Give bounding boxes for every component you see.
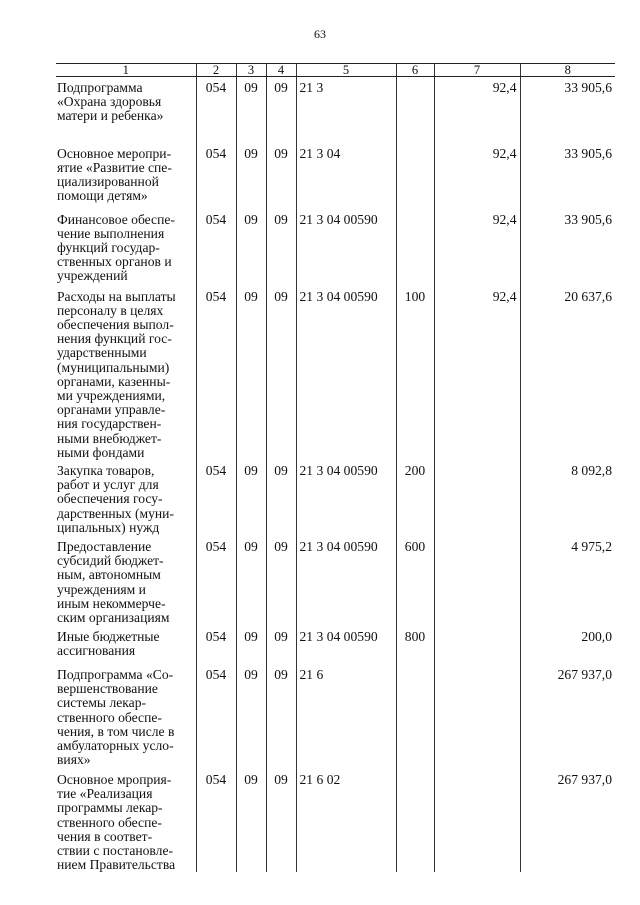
column-header: 5 <box>296 64 396 77</box>
expense-type-cell <box>396 77 434 143</box>
column-header: 4 <box>266 64 296 77</box>
subsection-code-cell: 09 <box>266 286 296 460</box>
ministry-code-cell: 054 <box>196 626 236 664</box>
column-header: 6 <box>396 64 434 77</box>
row-name-line: обеспечения госу- <box>57 491 163 507</box>
row-name-line: Финансовое обеспе- <box>57 211 175 227</box>
ministry-code-cell: 054 <box>196 664 236 769</box>
section-code-cell: 09 <box>236 664 266 769</box>
target-article-cell: 21 3 <box>296 77 396 143</box>
row-name-cell <box>56 664 196 769</box>
section-code-cell: 09 <box>236 77 266 143</box>
row-name-line: Основное меропри- <box>57 145 172 161</box>
subsection-code-cell: 09 <box>266 460 296 536</box>
row-name-line: виях» <box>57 752 91 768</box>
row-name-line: ассигнования <box>57 643 136 659</box>
row-name-line: ния государствен- <box>57 416 162 432</box>
table-body <box>56 77 615 873</box>
row-name-line: Предоставление <box>57 538 152 554</box>
row-name-line: чения, в том числе в <box>57 723 175 739</box>
table-row <box>56 626 615 664</box>
row-name-line: ственного обеспе- <box>57 709 162 725</box>
row-name-line: функций государ- <box>57 239 160 255</box>
row-name-line: циализированной <box>57 173 159 189</box>
row-name-line: ными внебюджет- <box>57 430 162 446</box>
target-article-cell: 21 3 04 00590 <box>296 626 396 664</box>
subsection-code-cell: 09 <box>266 664 296 769</box>
row-name-line: обеспечения выпол- <box>57 316 174 332</box>
row-name-line: ским организациям <box>57 609 170 625</box>
target-article-cell: 21 3 04 00590 <box>296 536 396 626</box>
target-article-cell: 21 3 04 <box>296 143 396 209</box>
total-amount-cell: 33 905,6 <box>520 209 615 286</box>
row-name-line: персоналу в целях <box>57 302 164 318</box>
row-name-line: ственных органов и <box>57 254 172 270</box>
federal-funds-cell <box>434 626 520 664</box>
row-name-line: (муниципальными) <box>57 359 170 375</box>
section-code-cell: 09 <box>236 626 266 664</box>
subsection-code-cell: 09 <box>266 536 296 626</box>
federal-funds-cell: 92,4 <box>434 286 520 460</box>
section-code-cell: 09 <box>236 209 266 286</box>
table-row <box>56 209 615 286</box>
row-name-line: учреждений <box>57 268 128 284</box>
row-name-line: органами, казенны- <box>57 373 171 389</box>
row-name-line: иным некоммерче- <box>57 595 166 611</box>
row-name-line: системы лекар- <box>57 695 147 711</box>
row-name-line: ственного обеспе- <box>57 814 162 830</box>
row-name-line: субсидий бюджет- <box>57 553 164 569</box>
row-name-cell <box>56 143 196 209</box>
subsection-code-cell: 09 <box>266 769 296 872</box>
row-name-line: Закупка товаров, <box>57 462 155 478</box>
table-row <box>56 77 615 143</box>
ministry-code-cell: 054 <box>196 460 236 536</box>
section-code-cell: 09 <box>236 536 266 626</box>
row-name-cell <box>56 286 196 460</box>
column-header: 2 <box>196 64 236 77</box>
ministry-code-cell: 054 <box>196 536 236 626</box>
subsection-code-cell: 09 <box>266 209 296 286</box>
row-name-line: ным, автономным <box>57 567 161 583</box>
row-name-line: «Охрана здоровья <box>57 94 162 110</box>
row-name-line: Основное мроприя- <box>57 771 172 787</box>
federal-funds-cell <box>434 536 520 626</box>
header-row <box>56 64 615 77</box>
subsection-code-cell: 09 <box>266 143 296 209</box>
row-name-line: Расходы на выплаты <box>57 288 176 304</box>
table-row <box>56 664 615 769</box>
expense-type-cell: 600 <box>396 536 434 626</box>
ministry-code-cell: 054 <box>196 143 236 209</box>
total-amount-cell: 267 937,0 <box>520 769 615 872</box>
section-code-cell: 09 <box>236 286 266 460</box>
row-name-line: ными фондами <box>57 444 145 460</box>
section-code-cell: 09 <box>236 460 266 536</box>
page-number: 63 <box>314 27 326 41</box>
row-name-line: ципальных) нужд <box>57 519 160 535</box>
row-name-cell <box>56 77 196 143</box>
total-amount-cell: 8 092,8 <box>520 460 615 536</box>
ministry-code-cell: 054 <box>196 769 236 872</box>
table-row <box>56 143 615 209</box>
table-row <box>56 769 615 872</box>
federal-funds-cell: 92,4 <box>434 77 520 143</box>
federal-funds-cell <box>434 664 520 769</box>
expense-type-cell: 200 <box>396 460 434 536</box>
total-amount-cell: 267 937,0 <box>520 664 615 769</box>
table-row <box>56 286 615 460</box>
total-amount-cell: 200,0 <box>520 626 615 664</box>
target-article-cell: 21 3 04 00590 <box>296 209 396 286</box>
total-amount-cell: 4 975,2 <box>520 536 615 626</box>
column-header: 1 <box>56 64 196 77</box>
column-header: 8 <box>520 64 615 77</box>
subsection-code-cell: 09 <box>266 77 296 143</box>
row-name-cell <box>56 626 196 664</box>
expense-type-cell <box>396 664 434 769</box>
target-article-cell: 21 3 04 00590 <box>296 460 396 536</box>
row-name-line: нием Правительства <box>57 857 176 873</box>
total-amount-cell: 20 637,6 <box>520 286 615 460</box>
federal-funds-cell: 92,4 <box>434 143 520 209</box>
column-header: 7 <box>434 64 520 77</box>
target-article-cell: 21 3 04 00590 <box>296 286 396 460</box>
row-name-line: учреждениям и <box>57 581 146 597</box>
expense-type-cell <box>396 769 434 872</box>
row-name-line: Подпрограмма «Со- <box>57 666 174 682</box>
section-code-cell: 09 <box>236 143 266 209</box>
row-name-cell <box>56 536 196 626</box>
row-name-line: ми учреждениями, <box>57 387 166 403</box>
row-name-cell <box>56 460 196 536</box>
total-amount-cell: 33 905,6 <box>520 77 615 143</box>
ministry-code-cell: 054 <box>196 77 236 143</box>
table-row <box>56 536 615 626</box>
row-name-line: органами управле- <box>57 402 166 418</box>
row-name-line: ствии с постановле- <box>57 842 174 858</box>
ministry-code-cell: 054 <box>196 209 236 286</box>
row-name-cell <box>56 209 196 286</box>
expense-type-cell <box>396 209 434 286</box>
expense-type-cell: 100 <box>396 286 434 460</box>
total-amount-cell: 33 905,6 <box>520 143 615 209</box>
row-name-line: дарственных (муни- <box>57 505 174 521</box>
row-name-line: чения в соответ- <box>57 828 153 844</box>
row-name-line: нения функций гос- <box>57 331 172 347</box>
expense-type-cell: 800 <box>396 626 434 664</box>
row-name-line: помощи детям» <box>57 188 148 204</box>
federal-funds-cell: 92,4 <box>434 209 520 286</box>
target-article-cell: 21 6 <box>296 664 396 769</box>
row-name-line: ятие «Развитие спе- <box>57 159 172 175</box>
row-name-line: программы лекар- <box>57 800 163 816</box>
row-name-line: матери и ребенка» <box>57 108 164 124</box>
row-name-cell <box>56 769 196 872</box>
federal-funds-cell <box>434 460 520 536</box>
subsection-code-cell: 09 <box>266 626 296 664</box>
row-name-line: тие «Реализация <box>57 786 153 802</box>
row-name-line: работ и услуг для <box>57 477 159 493</box>
row-name-line: амбулаторных усло- <box>57 737 174 753</box>
row-name-line: Подпрограмма <box>57 80 143 95</box>
row-name-line: вершенствование <box>57 681 158 697</box>
row-name-line: Иные бюджетные <box>57 628 160 644</box>
budget-table <box>56 63 615 872</box>
section-code-cell: 09 <box>236 769 266 872</box>
row-name-line: ударственными <box>57 345 147 361</box>
column-header: 3 <box>236 64 266 77</box>
federal-funds-cell <box>434 769 520 872</box>
row-name-line: чение выполнения <box>57 225 165 241</box>
ministry-code-cell: 054 <box>196 286 236 460</box>
expense-type-cell <box>396 143 434 209</box>
table-row <box>56 460 615 536</box>
target-article-cell: 21 6 02 <box>296 769 396 872</box>
